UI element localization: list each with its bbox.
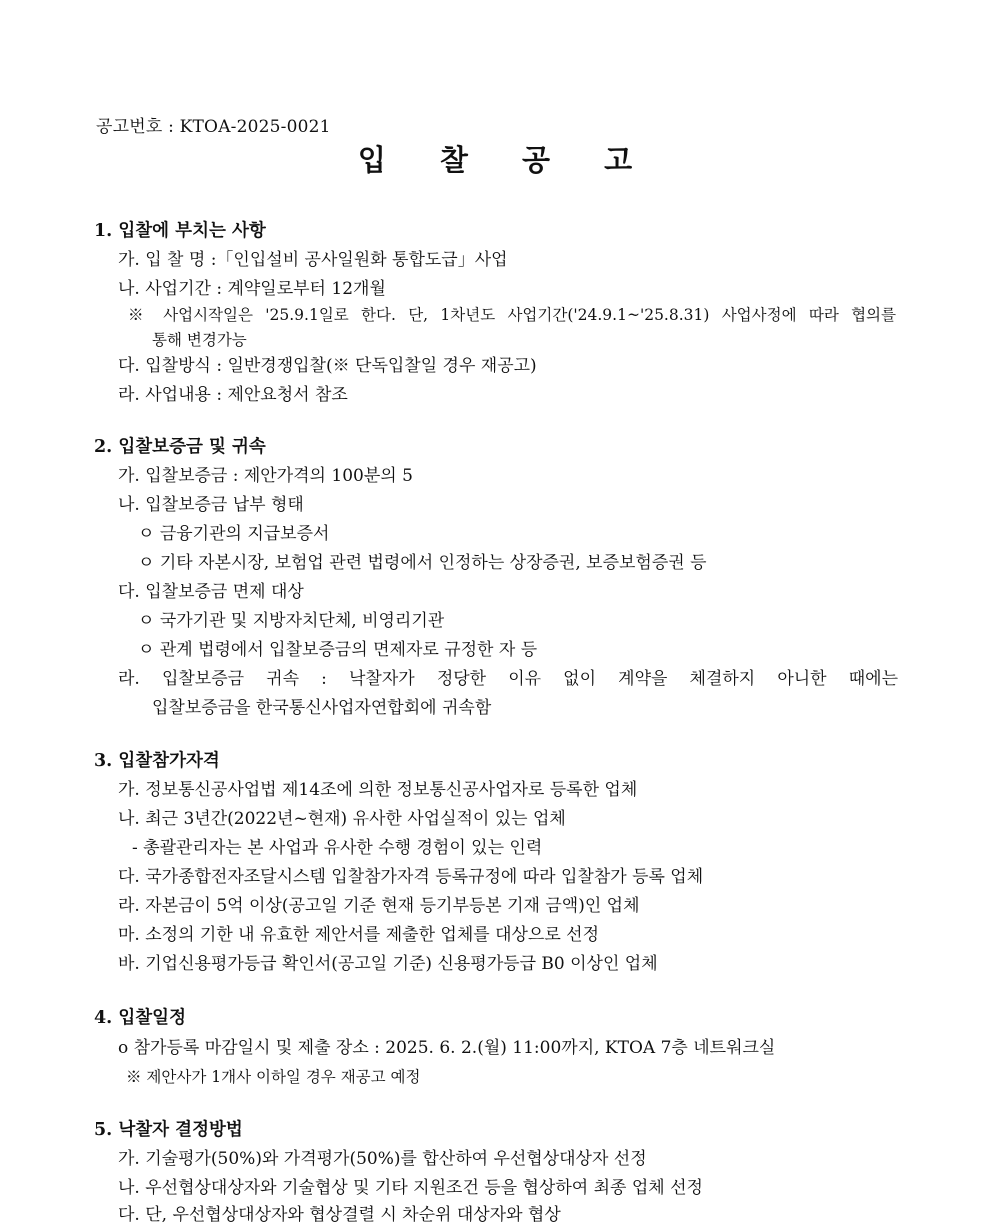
section-4-heading: 4. 입찰일정 (94, 1008, 186, 1028)
section-3-item-na: 나. 최근 3년간(2022년~현재) 유사한 사업실적이 있는 업체 (118, 809, 566, 829)
section-4-schedule-item: o 참가등록 마감일시 및 제출 장소 : 2025. 6. 2.(월) 11:00까지, KTOA 7층 네트워크실 (118, 1038, 776, 1058)
section-1-item-ga: 가. 입 찰 명 :「인입설비 공사일원화 통합도급」사업 (118, 250, 508, 270)
section-1-note-line2: 통해 변경가능 (152, 331, 247, 349)
section-2-item-na: 나. 입찰보증금 납부 형태 (118, 495, 304, 515)
section-3-item-ba: 바. 기업신용평가등급 확인서(공고일 기준) 신용평가등급 B0 이상인 업체 (118, 954, 658, 974)
section-5-item-da: 다. 단, 우선협상대상자와 협상결렬 시 차순위 대상자와 협상 (118, 1205, 561, 1225)
section-2-item-ga: 가. 입찰보증금 : 제안가격의 100분의 5 (118, 466, 413, 486)
section-5-item-na: 나. 우선협상대상자와 기술협상 및 기타 지원조건 등을 협상하여 최종 업체 선정 (118, 1178, 703, 1198)
section-5-heading: 5. 낙찰자 결정방법 (94, 1120, 243, 1140)
section-2-item-da: 다. 입찰보증금 면제 대상 (118, 582, 304, 602)
section-1-item-na: 나. 사업기간 : 계약일로부터 12개월 (118, 279, 386, 299)
section-2-da-bullet-1: ㅇ 국가기관 및 지방자치단체, 비영리기관 (138, 611, 445, 631)
section-1-note-line1: ※ 사업시작일은 '25.9.1일로 한다. 단, 1차년도 사업기간('24.9.1~'25.8.31) 사업사정에 따라 협의를 (128, 306, 896, 324)
section-3-item-da: 다. 국가종합전자조달시스템 입찰참가자격 등록규정에 따라 입찰참가 등록 업체 (118, 867, 704, 887)
document-title: 입 찰 공 고 (357, 143, 655, 177)
section-1-item-ra: 라. 사업내용 : 제안요청서 참조 (118, 385, 348, 405)
section-3-item-ra: 라. 자본금이 5억 이상(공고일 기준 현재 등기부등본 기재 금액)인 업체 (118, 896, 640, 916)
section-2-da-bullet-2: ㅇ 관계 법령에서 입찰보증금의 면제자로 규정한 자 등 (138, 640, 538, 660)
section-3-na-sub: - 총괄관리자는 본 사업과 유사한 수행 경험이 있는 인력 (132, 838, 543, 858)
section-1-item-da: 다. 입찰방식 : 일반경쟁입찰(※ 단독입찰일 경우 재공고) (118, 356, 537, 376)
section-2-heading: 2. 입찰보증금 및 귀속 (94, 437, 266, 457)
notice-number: 공고번호 : KTOA-2025-0021 (96, 117, 331, 137)
section-3-item-ma: 마. 소정의 기한 내 유효한 제안서를 제출한 업체를 대상으로 선정 (118, 925, 600, 945)
section-5-item-ga: 가. 기술평가(50%)와 가격평가(50%)를 합산하여 우선협상대상자 선정 (118, 1149, 647, 1169)
section-3-item-ga: 가. 정보통신공사업법 제14조에 의한 정보통신공사업자로 등록한 업체 (118, 780, 638, 800)
section-2-item-ra-line2: 입찰보증금을 한국통신사업자연합회에 귀속함 (152, 698, 492, 718)
section-4-note: ※ 제안사가 1개사 이하일 경우 재공고 예정 (126, 1068, 421, 1086)
section-1-heading: 1. 입찰에 부치는 사항 (94, 221, 266, 241)
section-2-na-bullet-2: ㅇ 기타 자본시장, 보험업 관련 법령에서 인정하는 상장증권, 보증보험증권 등 (138, 553, 707, 573)
section-3-heading: 3. 입찰참가자격 (94, 751, 220, 771)
section-2-item-ra-line1: 라. 입찰보증금 귀속 : 낙찰자가 정당한 이유 없이 계약을 체결하지 아니한 때에는 (118, 669, 898, 689)
section-2-na-bullet-1: ㅇ 금융기관의 지급보증서 (138, 524, 330, 544)
